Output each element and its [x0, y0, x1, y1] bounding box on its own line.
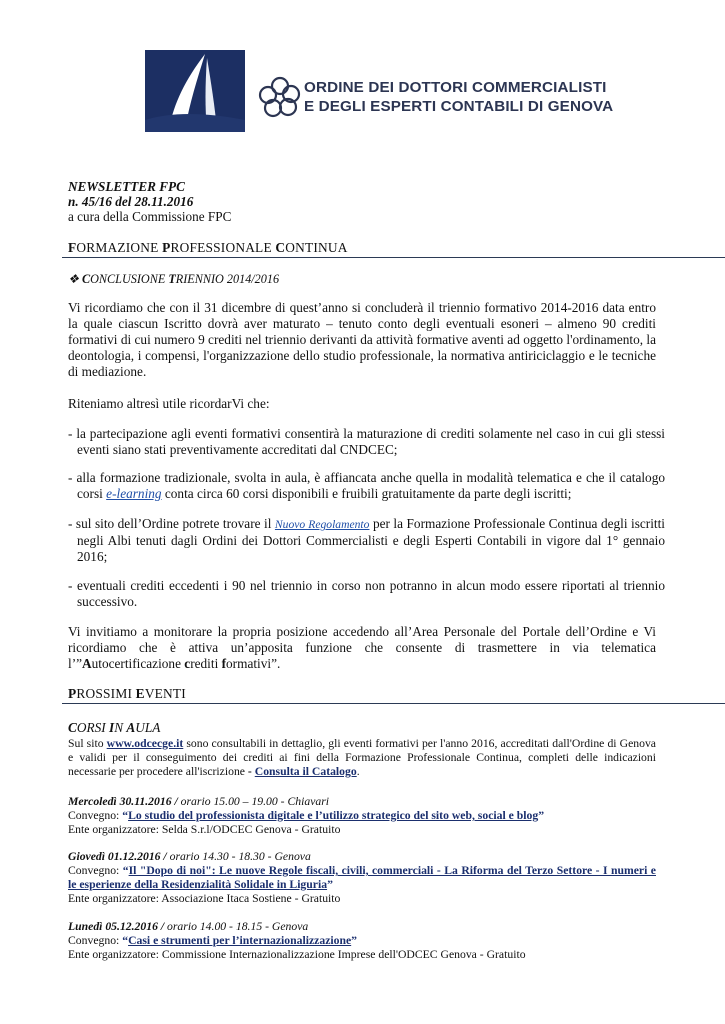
- emphasis-initial: c: [184, 656, 191, 672]
- heading-initial: E: [135, 686, 145, 701]
- reminder-text: - sul sito dell’Ordine potrete trovare il: [68, 516, 275, 531]
- event-time-location: orario 14.00 - 18.15 - Genova: [164, 920, 309, 933]
- heading-initial: A: [126, 720, 136, 735]
- newsletter-curator: a cura della Commissione FPC: [68, 209, 232, 224]
- closing-word: ormativi”.: [226, 656, 281, 672]
- close-quote: ”: [538, 809, 545, 822]
- open-quote: “: [122, 934, 129, 947]
- corsi-text: .: [356, 765, 360, 778]
- nuovo-regolamento-link[interactable]: Nuovo Regolamento: [274, 518, 370, 531]
- heading-initial: P: [68, 686, 77, 701]
- catalog-link[interactable]: Consulta il Catalogo: [254, 765, 357, 778]
- reminder-text: - alla formazione tradizionale, svolta in aula, è affiancata anche quella in modalità telematica e che il catalogo corsi: [68, 470, 665, 502]
- event-date: Lunedì 05.12.2016 /: [68, 920, 165, 933]
- reminder-lead: Riteniamo altresì utile ricordarVi che:: [68, 396, 270, 411]
- event-date-line: [68, 795, 656, 809]
- event-title-link[interactable]: Lo studio del professionista digitale e l’utilizzo strategico del sito web, social e blog: [128, 809, 539, 822]
- event-organizer: Ente organizzatore: Selda S.r.l/ODCEC Genova - Gratuito: [68, 823, 341, 836]
- newsletter-number: n. 45/16 del 28.11.2016: [68, 194, 194, 209]
- heading-word: ULA: [135, 720, 161, 735]
- event-date: Mercoledì 30.11.2016 /: [68, 795, 178, 808]
- heading-word: RIENNIO 2014/2016: [175, 272, 280, 286]
- dash: -: [247, 765, 255, 778]
- corsi-heading: [68, 720, 160, 736]
- event-date-line: [68, 850, 656, 864]
- subsection-heading: [68, 272, 279, 287]
- section-divider: [62, 703, 725, 704]
- event-title-line: [68, 934, 656, 948]
- heading-word: ONTINUA: [285, 240, 348, 255]
- corsi-text: Sul sito: [68, 737, 107, 750]
- emphasis-initial: A: [82, 656, 92, 672]
- reminder-text: per la Formazione Professionale Continua degli iscritti negli Albi tenuti dagli Ordini dei Dottori Commercialisti e degli Esperti Contabili in vigore dal 1° gennaio 2016;: [77, 516, 666, 565]
- intro-paragraph: Vi ricordiamo che con il 31 dicembre di quest’anno si concluderà il triennio formativo 2014-2016 data entro la quale ciascun Iscritto dovrà aver maturato – tenuto conto degli eventuali esoneri – almeno 90 crediti formativi di cui numero 9 crediti nel triennio derivanti da attività formative aventi ad oggetto l'ordinamento, la deontologia, i compensi, l'organizzazione dello studio professionale, la normativa antiriciclaggio e le tecniche di mediazione.: [68, 300, 656, 380]
- ordine-name: [304, 78, 614, 116]
- open-quote: “: [122, 809, 129, 822]
- heading-word: VENTI: [144, 686, 186, 701]
- event-label: Convegno:: [68, 934, 123, 947]
- event-organizer: Ente organizzatore: Associazione Itaca Sostiene - Gratuito: [68, 892, 341, 905]
- event-time-location: orario 15.00 – 19.00 - Chiavari: [177, 795, 330, 808]
- event-title-link[interactable]: Casi e strumenti per l’internazionalizzazione: [128, 934, 352, 947]
- close-quote: ”: [327, 878, 333, 891]
- heading-initial: C: [68, 720, 77, 735]
- reminder-item: [68, 516, 665, 565]
- close-quote: ”: [351, 934, 358, 947]
- event-time-location: orario 14.30 - 18.30 - Genova: [166, 850, 311, 863]
- reminder-item: - eventuali crediti eccedenti i 90 nel triennio in corso non potranno in alcun modo essere riportati al triennio successivo.: [68, 578, 665, 610]
- heading-word: ORSI: [76, 720, 110, 735]
- newsletter-title: NEWSLETTER FPC: [68, 179, 185, 194]
- ordine-name-line1: ORDINE DEI DOTTORI COMMERCIALISTI: [304, 79, 607, 96]
- heading-initial: P: [162, 240, 171, 255]
- event-title-link[interactable]: Il "Dopo di noi": Le nuove Regole fiscali, civili, commerciali - La Riforma del Terzo Settore - I numeri e le esperienze della Residenzialità Solidale in Liguria: [68, 864, 656, 891]
- diamond-bullet-icon: ❖: [68, 272, 79, 286]
- event-organizer: Ente organizzatore: Commissione Internazionalizzazione Imprese dell'ODCEC Genova - Gratuito: [68, 948, 526, 961]
- heading-initial: C: [81, 272, 91, 286]
- site-link[interactable]: www.odcecge.it: [106, 737, 184, 750]
- closing-word: rediti: [190, 656, 222, 672]
- reminder-text: conta circa 60 corsi disponibili e fruibili gratuitamente da parte degli iscritti;: [161, 486, 572, 502]
- event-date: Giovedì 01.12.2016 /: [68, 850, 167, 863]
- section-divider: [62, 257, 725, 258]
- open-quote: “: [122, 864, 129, 877]
- ordine-sail-logo: [145, 50, 245, 132]
- event-title-line: [68, 809, 656, 823]
- ordine-knot-emblem: [255, 74, 305, 124]
- event-date-line: [68, 920, 656, 934]
- heading-word: ONCLUSIONE: [90, 272, 169, 286]
- heading-word: ROSSIMI: [76, 686, 136, 701]
- heading-initial: F: [68, 240, 77, 255]
- closing-word: utocertificazione: [91, 656, 185, 672]
- closing-paragraph: [68, 624, 656, 672]
- reminder-item: - la partecipazione agli eventi formativi consentirà la maturazione di crediti solamente nel caso in cui gli stessi eventi siano stati preventivamente accreditati dal CNDCEC;: [68, 426, 665, 458]
- heading-initial: C: [275, 240, 286, 255]
- reminder-item: [68, 470, 665, 502]
- heading-word: ORMAZIONE: [76, 240, 163, 255]
- event-label: Convegno:: [68, 864, 123, 877]
- emphasis-initial: f: [221, 656, 227, 672]
- section-heading-fpc: [68, 240, 348, 256]
- corsi-text: sono consultabili in dettaglio, gli eventi formativi per l'anno 2016, accreditati dall'Ordine di Genova e validi per il conseguimento dei crediti ai fini della Formazione Professionale Continua, completi delle indicazioni necessarie per procedere all'iscrizione: [68, 737, 656, 778]
- elearning-link[interactable]: e-learning: [106, 486, 162, 502]
- heading-initial: I: [109, 720, 115, 735]
- heading-word: ROFESSIONALE: [170, 240, 276, 255]
- heading-initial: T: [168, 272, 176, 286]
- corsi-description: [68, 737, 656, 779]
- section-heading-events: [68, 686, 186, 702]
- event-title-line: [68, 864, 656, 892]
- event-label: Convegno:: [68, 809, 123, 822]
- heading-word: N: [114, 720, 127, 735]
- closing-text: Vi invitiamo a monitorare la propria posizione accedendo all’Area Personale del Portale dell’Ordine e Vi ricordiamo che è attiva un’apposita funzione che consente di trasmettere in via telematica l’”: [68, 624, 656, 672]
- ordine-name-line2: E DEGLI ESPERTI CONTABILI DI GENOVA: [304, 98, 614, 115]
